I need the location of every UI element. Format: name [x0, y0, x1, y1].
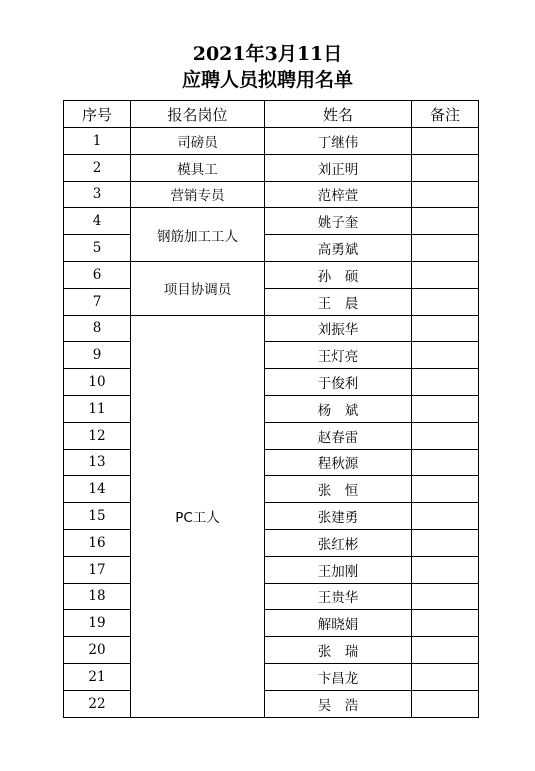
cell-no: 19	[64, 610, 131, 637]
cell-note	[412, 395, 479, 422]
cell-name: 吴 浩	[265, 690, 412, 717]
table-row	[64, 476, 479, 503]
table-row	[64, 422, 479, 449]
table-row	[64, 503, 479, 530]
cell-name: 高勇斌	[265, 235, 412, 262]
cell-no: 7	[64, 288, 131, 315]
header-position: 报名岗位	[131, 101, 265, 128]
cell-no: 13	[64, 449, 131, 476]
cell-no: 18	[64, 583, 131, 610]
table-row	[64, 556, 479, 583]
cell-no: 9	[64, 342, 131, 369]
cell-note	[412, 235, 479, 262]
cell-name: 于俊利	[265, 369, 412, 396]
cell-no: 5	[64, 235, 131, 262]
cell-name: 张 瑞	[265, 637, 412, 664]
cell-note	[412, 288, 479, 315]
cell-note	[412, 529, 479, 556]
cell-name: 孙 硕	[265, 261, 412, 288]
cell-note	[412, 610, 479, 637]
cell-no: 8	[64, 315, 131, 342]
table-row	[64, 529, 479, 556]
cell-note	[412, 422, 479, 449]
table-row	[64, 369, 479, 396]
table-header-row	[64, 101, 479, 128]
cell-note	[412, 208, 479, 235]
cell-note	[412, 128, 479, 155]
header-no: 序号	[64, 101, 131, 128]
document-main-title: 应聘人员拟聘用名单	[181, 69, 353, 91]
cell-name: 王灯亮	[265, 342, 412, 369]
cell-no: 6	[64, 261, 131, 288]
cell-note	[412, 154, 479, 181]
table-row	[64, 583, 479, 610]
table-row	[64, 181, 479, 208]
table-row	[64, 208, 479, 235]
cell-no: 12	[64, 422, 131, 449]
cell-note	[412, 503, 479, 530]
cell-note	[412, 637, 479, 664]
header-name: 姓名	[265, 101, 412, 128]
cell-no: 22	[64, 690, 131, 717]
cell-no: 20	[64, 637, 131, 664]
cell-name: 王贵华	[265, 583, 412, 610]
table-row	[64, 288, 479, 315]
cell-name: 张建勇	[265, 503, 412, 530]
table-row	[64, 637, 479, 664]
cell-name: 王 晨	[265, 288, 412, 315]
table-row	[64, 690, 479, 717]
cell-name: 王加刚	[265, 556, 412, 583]
cell-note	[412, 663, 479, 690]
cell-no: 3	[64, 181, 131, 208]
cell-name: 刘正明	[265, 154, 412, 181]
cell-note	[412, 476, 479, 503]
cell-name: 程秋源	[265, 449, 412, 476]
cell-note	[412, 583, 479, 610]
table-row	[64, 610, 479, 637]
table-row	[64, 395, 479, 422]
cell-name: 张红彬	[265, 529, 412, 556]
cell-name: 卞昌龙	[265, 663, 412, 690]
cell-no: 17	[64, 556, 131, 583]
table-row	[64, 128, 479, 155]
cell-note	[412, 315, 479, 342]
cell-name: 姚子奎	[265, 208, 412, 235]
cell-note	[412, 181, 479, 208]
cell-name: 刘振华	[265, 315, 412, 342]
table-row	[64, 315, 479, 342]
hiring-roster-table	[63, 100, 479, 718]
cell-no: 10	[64, 369, 131, 396]
cell-no: 4	[64, 208, 131, 235]
cell-position: 司磅员	[131, 128, 265, 155]
cell-no: 11	[64, 395, 131, 422]
cell-no: 21	[64, 663, 131, 690]
cell-no: 15	[64, 503, 131, 530]
cell-name: 赵春雷	[265, 422, 412, 449]
cell-note	[412, 261, 479, 288]
cell-note	[412, 556, 479, 583]
cell-name: 张 恒	[265, 476, 412, 503]
cell-note	[412, 342, 479, 369]
cell-position: 模具工	[131, 154, 265, 181]
cell-position: 营销专员	[131, 181, 265, 208]
cell-position: PC工人	[131, 315, 265, 717]
cell-note	[412, 449, 479, 476]
table-row	[64, 235, 479, 262]
cell-no: 16	[64, 529, 131, 556]
cell-no: 1	[64, 128, 131, 155]
table-row	[64, 261, 479, 288]
cell-name: 范梓萱	[265, 181, 412, 208]
cell-position: 项目协调员	[131, 261, 265, 315]
table-row	[64, 154, 479, 181]
cell-no: 14	[64, 476, 131, 503]
table-row	[64, 449, 479, 476]
document-date-title: 2021年3月11日	[192, 43, 343, 65]
cell-position: 钢筋加工工人	[131, 208, 265, 262]
cell-note	[412, 690, 479, 717]
table-row	[64, 663, 479, 690]
cell-name: 杨 斌	[265, 395, 412, 422]
table-row	[64, 342, 479, 369]
cell-name: 解晓娟	[265, 610, 412, 637]
cell-note	[412, 369, 479, 396]
header-note: 备注	[412, 101, 479, 128]
cell-name: 丁继伟	[265, 128, 412, 155]
cell-no: 2	[64, 154, 131, 181]
